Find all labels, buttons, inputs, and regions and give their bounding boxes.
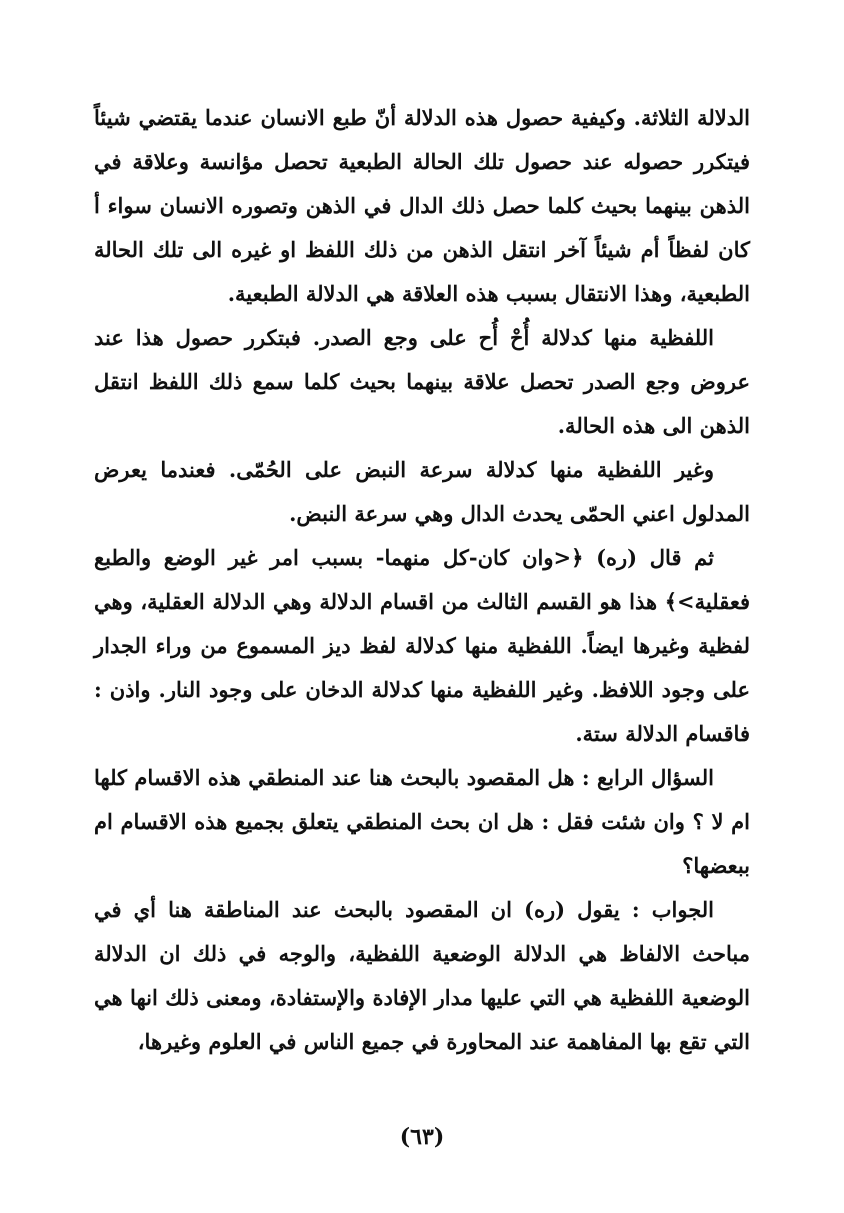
paragraph: السؤال الرابع : هل المقصود بالبحث هنا عند المنطقي هذه الاقسام كلها ام لا ؟ وان شئت فقل : هل ان بحث المنطقي يتعلق بجميع هذه الاقسام ام ببعضها؟ (94, 765, 750, 878)
paragraph: اللفظية منها كدلالة أُحْ أُح على وجع الصدر. فبتكرر حصول هذا عند عروض وجع الصدر تحصل علاقة بينهما بحيث كلما سمع ذلك اللفظ انتقل الذهن الى هذه الحالة. (94, 325, 750, 438)
body-text (94, 96, 750, 1064)
paragraph: الدلالة الثلاثة. وكيفية حصول هذه الدلالة أنّ طبع الانسان عندما يقتضي شيئاً فيتكرر حصوله عند حصول تلك الحالة الطبعية تحصل مؤانسة وعلاقة في الذهن بينهما بحيث كلما حصل ذلك الدال في الذهن وتصوره الانسان سواء أ كان لفظاً أم شيئاً آخر انتقل الذهن من ذلك اللفظ او غيره الى تلك الحالة الطبعية، وهذا الانتقال بسبب هذه العلاقة هي الدلالة الطبعية. (94, 105, 750, 306)
paragraph: الجواب : يقول (ره) ان المقصود بالبحث عند المناطقة هنا أي في مباحث الالفاظ هي الدلالة الوضعية اللفظية، والوجه في ذلك ان الدلالة الوضعية اللفظية هي التي عليها مدار الإفادة والإستفادة، ومعنى ذلك انها هي التي تقع بها المفاهمة عند المحاورة في جميع الناس في العلوم وغيرها، (94, 897, 750, 1054)
paragraph: ثم قال (ره) ﴿<وان كان-كل منهما- بسبب امر غير الوضع والطبع فعقلية>﴾ هذا هو القسم الثالث من اقسام الدلالة وهي الدلالة العقلية، وهي لفظية وغيرها ايضاً. اللفظية منها كدلالة لفظ ديز المسموع من وراء الجدار على وجود اللافظ. وغير اللفظية منها كدلالة الدخان على وجود النار. واذن : فاقسام الدلالة ستة. (94, 545, 750, 746)
paragraph: وغير اللفظية منها كدلالة سرعة النبض على الحُمّى. فعندما يعرض المدلول اعني الحمّى يحدث الدال وهي سرعة النبض. (94, 457, 750, 526)
page-number: (٦٣) (399, 1124, 445, 1150)
